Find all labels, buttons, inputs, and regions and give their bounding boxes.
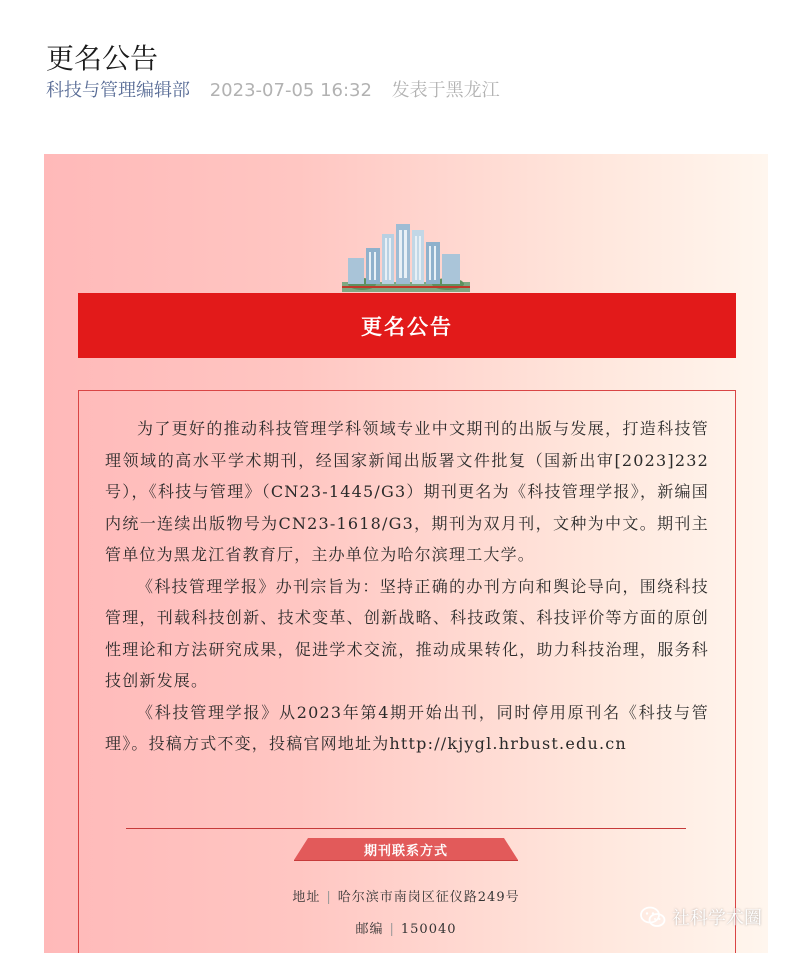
separator: | [389, 922, 395, 937]
notice-paragraph: 《科技管理学报》办刊宗旨为：坚持正确的办刊方向和舆论导向，围绕科技管理，刊载科技创新、技术变革、创新战略、科技政策、科技评价等方面的原创性理论和方法研究成果，促进学术交流，推动成果转化，助力科技治理，服务科技创新发展。 [105, 576, 709, 690]
postcode-label: 邮编 [355, 922, 384, 937]
publish-time: 2023-07-05 16:32 [209, 80, 372, 101]
source-watermark [640, 904, 762, 930]
author-link[interactable]: 科技与管理编辑部 [46, 80, 190, 101]
notice-poster [44, 154, 768, 953]
banner-title: 更名公告 [361, 314, 453, 339]
article-meta [46, 76, 500, 102]
city-buildings-illustration [342, 220, 470, 292]
notice-paragraph: 为了更好的推动科技管理学科领域专业中文期刊的出版与发展，打造科技管理领域的高水平学术期刊，经国家新闻出版署文件批复（国新出审[2023]232号），《科技与管理》（CN23-1445/G3）期刊更名为《科技管理学报》，新编国内统一连续出版物号为CN23-1618/G3，期刊为双月刊，文种为中文。期刊主管单位为黑龙江省教育厅，主办单位为哈尔滨理工大学。 [105, 419, 709, 564]
wechat-icon [640, 906, 666, 928]
article-title: 更名公告 [46, 41, 159, 75]
contact-address [44, 886, 768, 905]
contact-divider [126, 828, 686, 829]
contact-title: 期刊联系方式 [363, 843, 448, 859]
notice-text [105, 413, 709, 760]
address-label: 地址 [292, 890, 321, 905]
notice-body-box [78, 390, 736, 953]
notice-banner [78, 293, 736, 358]
notice-paragraph: 《科技管理学报》从2023年第4期开始出刊，同时停用原刊名《科技与管理》。投稿方式不变，投稿官网地址为http://kjygl.hrbust.edu.cn [105, 702, 709, 753]
publish-location: 发表于黑龙江 [391, 80, 500, 101]
address-value: 哈尔滨市南岗区征仪路249号 [337, 890, 520, 905]
contact-section-header [294, 838, 518, 861]
separator: | [326, 890, 332, 905]
watermark-text: 社科学术圈 [672, 908, 762, 929]
postcode-value: 150040 [400, 922, 457, 937]
